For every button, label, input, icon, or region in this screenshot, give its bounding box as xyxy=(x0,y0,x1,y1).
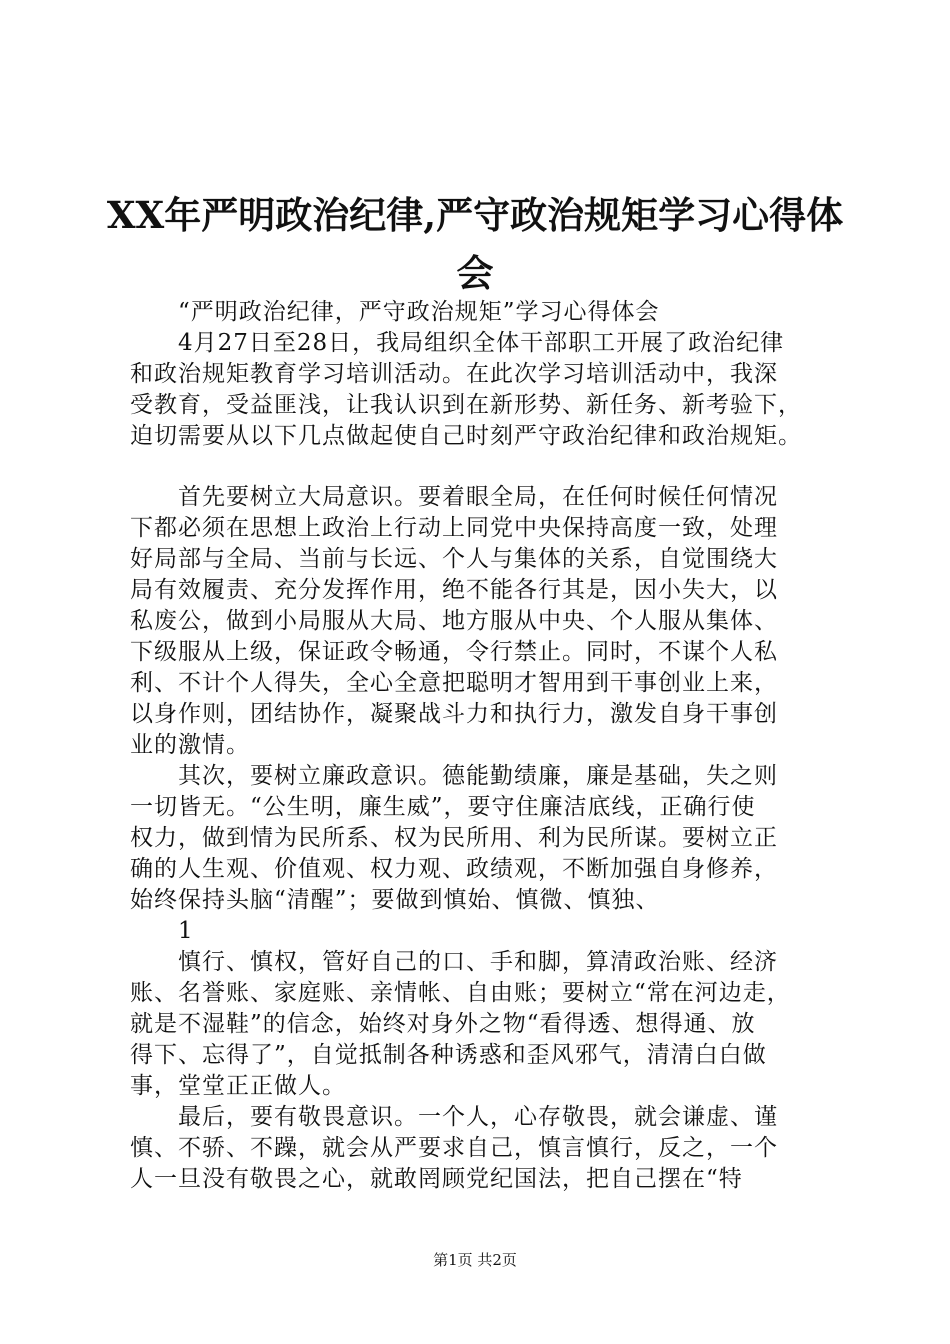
page-number-footer: 第1页 共2页 xyxy=(433,1251,517,1269)
body-line: 好局部与全局、当前与长远、个人与集体的关系，自觉围绕大 xyxy=(130,546,778,572)
body-line: 4月27日至28日，我局组织全体干部职工开展了政治纪律 xyxy=(130,330,785,356)
body-line: 事，堂堂正正做人。 xyxy=(130,1073,346,1099)
document-title-line-2: 会 xyxy=(456,251,494,295)
body-line: 慎、不骄、不躁，就会从严要求自己，慎言慎行，反之，一个 xyxy=(130,1135,778,1161)
body-line: 得下、忘得了”，自觉抵制各种诱惑和歪风邪气，清清白白做 xyxy=(130,1042,767,1068)
body-line: 下级服从上级，保证政令畅通，令行禁止。同时，不谋个人私 xyxy=(130,639,778,665)
body-line: 迫切需要从以下几点做起使自己时刻严守政治纪律和政治规矩。 xyxy=(130,423,802,449)
body-line: 一切皆无。“公生明，廉生威”，要守住廉洁底线，正确行使 xyxy=(130,794,756,820)
body-line: 私废公，做到小局服从大局、地方服从中央、个人服从集体、 xyxy=(130,608,778,634)
document-title-line-1: XX年严明政治纪律,严守政治规矩学习心得体 xyxy=(106,193,844,237)
body-line: 受教育，受益匪浅，让我认识到在新形势、新任务、新考验下， xyxy=(130,392,802,418)
body-line: 始终保持头脑“清醒”；要做到慎始、慎微、慎独、 xyxy=(130,887,660,913)
body-line: 账、名誉账、家庭账、亲情帐、自由账；要树立“常在河边走， xyxy=(130,980,791,1006)
inline-page-marker: 1 xyxy=(130,918,194,944)
body-line: 权力，做到情为民所系、权为民所用、利为民所谋。要树立正 xyxy=(130,825,778,851)
body-line: 慎行、慎权，管好自己的口、手和脚，算清政治账、经济 xyxy=(130,949,778,975)
body-line: 确的人生观、价值观、权力观、政绩观，不断加强自身修养， xyxy=(130,856,778,882)
body-line: 和政治规矩教育学习培训活动。在此次学习培训活动中，我深 xyxy=(130,361,778,387)
body-line: 首先要树立大局意识。要着眼全局，在任何时候任何情况 xyxy=(130,484,778,510)
body-line: 利、不计个人得失，全心全意把聪明才智用到干事创业上来， xyxy=(130,670,778,696)
body-line: 业的激情。 xyxy=(130,732,250,758)
body-line: 以身作则，团结协作，凝聚战斗力和执行力，激发自身干事创 xyxy=(130,701,778,727)
body-line: 其次，要树立廉政意识。德能勤绩廉，廉是基础，失之则 xyxy=(130,763,778,789)
body-line: 下都必须在思想上政治上行动上同党中央保持高度一致，处理 xyxy=(130,515,778,541)
body-line: 人一旦没有敬畏之心，就敢罔顾党纪国法，把自己摆在“特 xyxy=(130,1166,743,1192)
body-line: 最后，要有敬畏意识。一个人，心存敬畏，就会谦虚、谨 xyxy=(130,1104,778,1130)
body-line: 局有效履责、充分发挥作用，绝不能各行其是，因小失大，以 xyxy=(130,577,778,603)
subtitle-line: “严明政治纪律，严守政治规矩”学习心得体会 xyxy=(130,299,660,325)
body-line: 就是不湿鞋”的信念，始终对身外之物“看得透、想得通、放 xyxy=(130,1011,756,1037)
